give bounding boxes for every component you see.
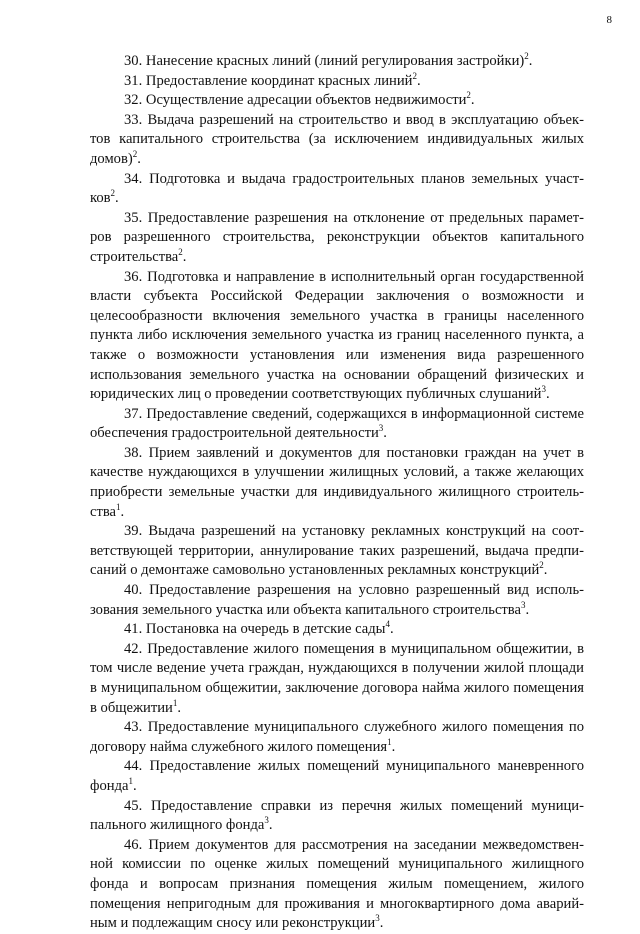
footnote-mark: 3 — [541, 384, 546, 395]
list-item — [90, 640, 584, 718]
item-text: Предоставление жилого помещения в муниципальном общежитии, в том числе ведение учета граждан, нуждающихся в получении жилой площади в муниципальном общежитии, заключение договора найма жилого помещения в общежитии — [90, 640, 584, 716]
item-text: Нанесение красных линий (линий регулирования застройки) — [145, 53, 525, 69]
footnote-mark: 2 — [466, 90, 471, 101]
item-text: Предоставление координат красных линий — [145, 72, 413, 89]
item-text: Предоставление справки из перечня жилых помещений муниципального жилищного фонда — [90, 797, 584, 834]
footnote-mark: 2 — [178, 247, 183, 258]
footnote-mark: 1 — [172, 697, 178, 708]
item-number: 45. — [124, 797, 143, 814]
list-item — [90, 91, 584, 111]
item-text: Выдача разрешений на строительство и ввод в эксплуатацию объектов капитального строительства (за исключением индивидуальных жилых домов) — [90, 111, 584, 167]
item-end: . — [545, 386, 550, 403]
footnote-mark: 2 — [524, 51, 529, 62]
item-text: Предоставление разрешения на условно разрешенный вид использования земельного участка или объекта капитального строительства — [90, 582, 584, 618]
item-text: Выдача разрешений на установку рекламных конструкций на соответствующей территории, аннулирование таких разрешений, выдача предписаний о демонтаже самовольно установленных рекламных конструкций — [90, 523, 584, 579]
item-end: . — [391, 738, 396, 755]
footnote-mark: 3 — [521, 599, 526, 610]
footnote-mark: 3 — [375, 913, 380, 924]
footnote-mark: 1 — [128, 776, 133, 787]
item-end: . — [120, 503, 125, 520]
list-item — [90, 268, 584, 405]
list-item — [90, 836, 584, 934]
footnote-mark: 2 — [412, 70, 417, 81]
item-end: . — [132, 777, 137, 794]
item-end: . — [379, 915, 384, 932]
footnote-mark: 1 — [387, 736, 392, 747]
item-text: Постановка на очередь в детские сады — [145, 621, 386, 638]
item-number: 36. — [124, 268, 143, 285]
list-item — [90, 620, 584, 640]
list-item — [90, 209, 584, 268]
service-list — [90, 52, 584, 934]
item-end: . — [177, 699, 182, 716]
item-end: . — [182, 248, 187, 265]
item-text: Предоставление сведений, содержащихся в информационной системе обеспечения градостроительной деятельности — [90, 405, 585, 442]
item-number: 42. — [124, 640, 143, 657]
footnote-mark: 1 — [116, 501, 121, 512]
footnote-mark: 4 — [385, 619, 390, 630]
footnote-mark: 3 — [378, 423, 384, 434]
item-text: Предоставление разрешения на отклонение от предельных параметров разрешенного строительства, реконструкции объектов капитального строительства — [90, 209, 584, 265]
item-end: . — [525, 601, 530, 618]
item-text: Осуществление адресации объектов недвижимости — [145, 92, 467, 109]
list-item — [90, 797, 584, 836]
item-number: 33. — [124, 111, 143, 128]
page-number: 8 — [606, 14, 612, 26]
item-end: . — [383, 425, 387, 442]
list-item — [90, 111, 584, 170]
item-end: . — [268, 817, 273, 834]
footnote-mark: 2 — [132, 149, 138, 160]
item-text: Подготовка и выдача градостроительных планов земельных участков — [90, 170, 584, 207]
item-number: 44. — [124, 758, 143, 775]
footnote-mark: 2 — [110, 188, 116, 199]
footnote-mark: 3 — [264, 815, 269, 826]
list-item — [90, 444, 584, 522]
footnote-mark: 2 — [539, 560, 544, 571]
item-end: . — [389, 621, 394, 638]
item-number: 34. — [124, 170, 143, 187]
item-number: 38. — [124, 444, 143, 461]
item-text: Прием заявлений и документов для постановки граждан на учет в качестве нуждающихся в улучшении жилищных условий, а также желающих приобрести земельные участки для индивидуального жилищного строительства — [90, 444, 584, 520]
item-end: . — [115, 190, 119, 207]
item-number: 31. — [124, 72, 143, 89]
list-item — [90, 52, 584, 72]
item-number: 32. — [124, 92, 143, 109]
item-text: Предоставление муниципального служебного жилого помещения по договору найма служебного жилого помещения — [90, 719, 585, 755]
item-number: 37. — [124, 405, 143, 422]
item-number: 40. — [124, 582, 143, 599]
list-item — [90, 718, 584, 757]
item-text: Подготовка и направление в исполнительный орган государственной власти субъекта Российской Федерации заключения о возможности и целесообразности включения земельного участка в границы населенного пункта либо исключения земельного участка из границ населенного пункта, а также о возможности установления или изменения вида разрешенного использования земельного участка на основании обращений физических и юридических лиц о проведении соответствующих публичных слушаний — [90, 268, 584, 403]
item-end: . — [543, 562, 548, 579]
item-number: 39. — [124, 523, 143, 540]
item-text: Прием документов для рассмотрения на заседании межведомственной комиссии по оценке жилых помещений муниципального жилищного фонда и вопросам признания помещения жилым помещением, жилого помещения непригодным для проживания и многоквартирного дома аварийным и подлежащим сносу или реконструкции — [90, 836, 584, 932]
item-end: . — [528, 53, 533, 69]
list-item — [90, 170, 584, 209]
item-end: . — [416, 72, 421, 89]
list-item — [90, 405, 584, 444]
item-number: 46. — [124, 836, 143, 853]
item-number: 30. — [124, 53, 143, 69]
item-end: . — [137, 150, 141, 167]
list-item — [90, 522, 584, 581]
item-number: 35. — [124, 209, 143, 226]
item-text: Предоставление жилых помещений муниципального маневренного фонда — [90, 758, 584, 794]
list-item — [90, 581, 584, 620]
list-item — [90, 72, 584, 92]
item-number: 43. — [124, 719, 143, 736]
item-number: 41. — [124, 621, 143, 638]
list-item — [90, 757, 584, 796]
item-end: . — [470, 92, 475, 109]
